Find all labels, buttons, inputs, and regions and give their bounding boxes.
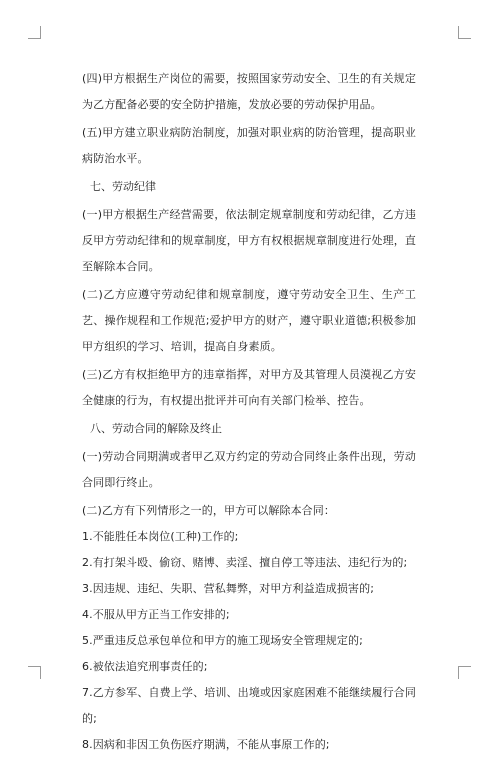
document-body: [82, 66, 416, 758]
list-item-3: 3.因违规、违纪、失职、营私舞弊，对甲方利益造成损害的;: [82, 582, 374, 595]
list-item-4: 4.不服从甲方正当工作安排的;: [82, 608, 230, 621]
paragraph-4-safety-equipment: (四)甲方根据生产岗位的需要，按照国家劳动安全、卫生的有关规定为乙方配备必要的安全防护措施，发放必要的劳动保护用品。: [82, 72, 416, 111]
paragraph-discipline-1: (一)甲方根据生产经营需要，依法制定规章制度和劳动纪律，乙方违反甲方劳动纪律和的规章制度，甲方有权根据规章制度进行处理，直至解除本合同。: [82, 208, 416, 273]
paragraph-termination-2: (二)乙方有下列情形之一的，甲方可以解除本合同：: [82, 504, 335, 517]
crop-mark-bottom-left: [28, 666, 41, 679]
section-heading-termination: 八、劳动合同的解除及终止: [90, 422, 222, 435]
paragraph-discipline-3: (三)乙方有权拒绝甲方的违章指挥，对甲方及其管理人员漠视乙方安全健康的行为，有权提出批评并可向有关部门检举、控告。: [82, 368, 416, 407]
list-item-5: 5.严重违反总承包单位和甲方的施工现场安全管理规定的;: [82, 634, 363, 647]
list-item-7: 7.乙方参军、自费上学、培训、出境或因家庭困难不能继续履行合同的;: [82, 686, 416, 725]
crop-mark-top-right: [458, 26, 471, 39]
crop-mark-top-left: [28, 26, 41, 39]
list-item-2: 2.有打架斗殴、偷窃、赌博、卖淫、擅自停工等违法、违纪行为的;: [82, 556, 408, 569]
list-item-6: 6.被依法追究刑事责任的;: [82, 660, 208, 673]
list-item-1: 1.不能胜任本岗位(工种)工作的;: [82, 530, 239, 543]
crop-mark-bottom-right: [458, 666, 471, 679]
paragraph-termination-1: (一)劳动合同期满或者甲乙双方约定的劳动合同终止条件出现，劳动合同即行终止。: [82, 450, 416, 489]
paragraph-5-occupational-disease: (五)甲方建立职业病防治制度，加强对职业病的防治管理，提高职业病防治水平。: [82, 126, 416, 165]
paragraph-discipline-2: (二)乙方应遵守劳动纪律和规章制度，遵守劳动安全卫生、生产工艺、操作规程和工作规范;爱护甲方的财产，遵守职业道德;积极参加甲方组织的学习、培训，提高自身素质。: [82, 288, 416, 353]
list-item-8: 8.因病和非因工负伤医疗期满，不能从事原工作的;: [82, 738, 330, 751]
section-heading-labor-discipline: 七、劳动纪律: [90, 180, 156, 193]
